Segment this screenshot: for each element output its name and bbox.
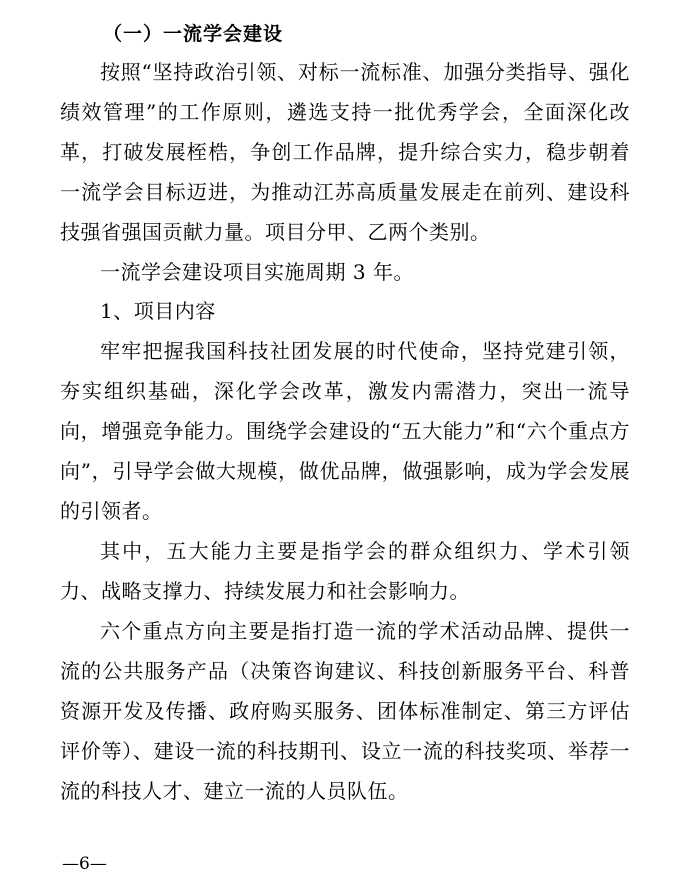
paragraph-subheading: 1、项目内容 bbox=[100, 299, 216, 323]
paragraph-six-directions: 六个重点方向主要是指打造一流的学术活动品牌、提供一流的公共服务产品（决策咨询建议、科技创新服务平台、科普资源开发及传播、政府购买服务、团体标准制定、第三方评估评价等）、建设一流的科技期刊、设立一流的科技奖项、举荐一流的科技人才、建立一流的人员队伍。 bbox=[60, 619, 630, 803]
section-heading: （一）一流学会建设 bbox=[103, 23, 284, 45]
paragraph-period: 一流学会建设项目实施周期 3 年。 bbox=[100, 260, 414, 284]
paragraph-content: 牢牢把握我国科技社团发展的时代使命，坚持党建引领，夯实组织基础，深化学会改革，激发内需潜力，突出一流导向，增强竞争能力。围绕学会建设的“五大能力”和“六个重点方向”，引导学会做大规模，做优品牌，做强影响，成为学会发展的引领者。 bbox=[60, 339, 630, 523]
paragraph-five-abilities: 其中，五大能力主要是指学会的群众组织力、学术引领力、战略支撑力、持续发展力和社会影响力。 bbox=[60, 539, 630, 603]
page-number: —6— bbox=[62, 854, 107, 874]
paragraph-principles: 按照“坚持政治引领、对标一流标准、加强分类指导、强化绩效管理”的工作原则，遴选支持一批优秀学会，全面深化改革，打破发展桎梏，争创工作品牌，提升综合实力，稳步朝着一流学会目标迈进，为推动江苏高质量发展走在前列、建设科技强省强国贡献力量。项目分甲、乙两个类别。 bbox=[60, 60, 630, 244]
